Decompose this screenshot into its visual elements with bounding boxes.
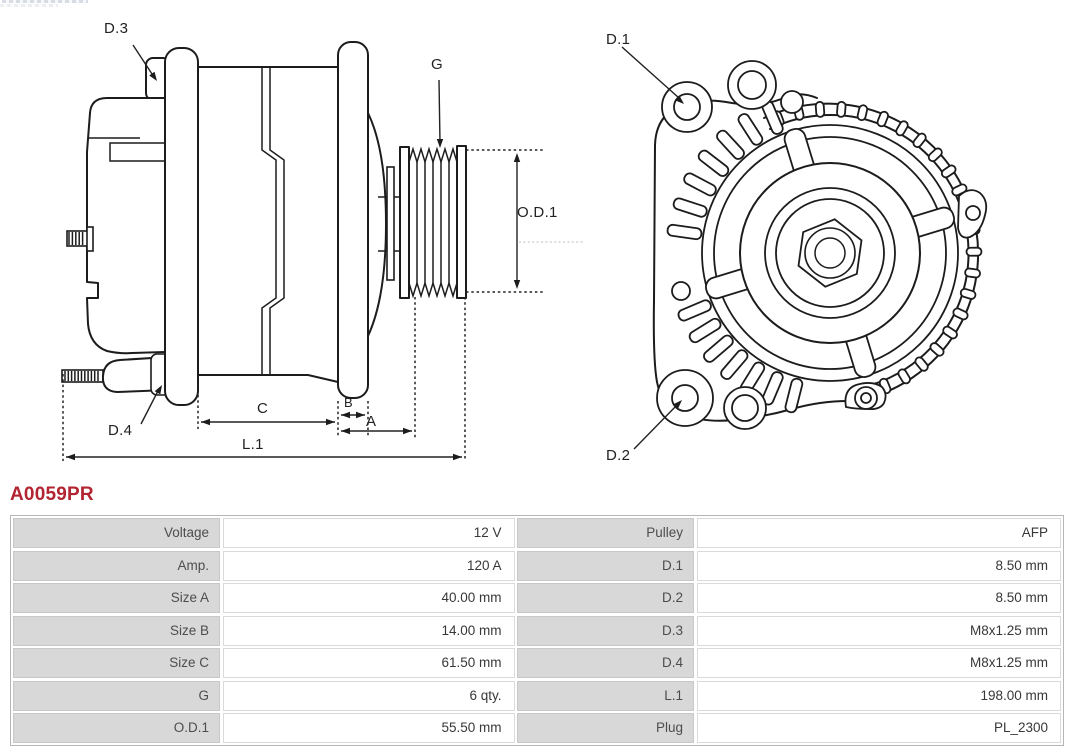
pulley-grooves [417, 162, 449, 283]
part-number: A0059PR [10, 484, 94, 505]
dim-label-c: C [257, 400, 269, 417]
spec-value-cell: 14.00 mm [223, 616, 515, 646]
side-rear-ear [165, 48, 198, 405]
spec-value-cell: PL_2300 [697, 713, 1062, 743]
dim-label-od1: O.D.1 [517, 204, 558, 221]
dim-label-b: B [344, 395, 353, 410]
spec-label-cell: Amp. [13, 551, 220, 581]
side-view-drawing [62, 42, 466, 405]
dim-label-l1: L.1 [242, 436, 264, 453]
spec-value-cell: 61.50 mm [223, 648, 515, 678]
spec-label-cell: Size C [13, 648, 220, 678]
spec-label-cell: Pulley [517, 518, 694, 548]
spec-value-cell: 8.50 mm [697, 583, 1062, 613]
dim-label-a: A [366, 413, 377, 430]
spec-value-cell: 8.50 mm [697, 551, 1062, 581]
dim-label-g: G [431, 56, 443, 73]
spec-value-cell: AFP [697, 518, 1062, 548]
spec-value-cell: M8x1.25 mm [697, 616, 1062, 646]
spec-label-cell: Size B [13, 616, 220, 646]
dim-label-d1: D.1 [606, 31, 631, 48]
side-front-ear [338, 42, 368, 398]
spec-label-cell: O.D.1 [13, 713, 220, 743]
spec-value-cell: M8x1.25 mm [697, 648, 1062, 678]
spec-value-cell: 120 A [223, 551, 515, 581]
dim-label-d2: D.2 [606, 447, 631, 464]
spec-label-cell: D.2 [517, 583, 694, 613]
spec-label-cell: D.3 [517, 616, 694, 646]
side-terminal-stud [67, 231, 88, 246]
spec-table [10, 515, 1064, 746]
spec-value-cell: 40.00 mm [223, 583, 515, 613]
spec-label-cell: L.1 [517, 681, 694, 711]
spec-label-cell: Plug [517, 713, 694, 743]
spec-label-cell: Voltage [13, 518, 220, 548]
side-shaft [387, 167, 394, 280]
spec-label-cell: D.1 [517, 551, 694, 581]
side-rear-housing [87, 98, 165, 353]
dim-label-d4: D.4 [108, 422, 133, 439]
side-body [198, 67, 338, 382]
side-pulley [400, 146, 466, 298]
front-view-drawing [654, 61, 986, 429]
spec-value-cell: 12 V [223, 518, 515, 548]
spec-value-cell: 6 qty. [223, 681, 515, 711]
dim-label-d3: D.3 [104, 20, 129, 37]
spec-label-cell: G [13, 681, 220, 711]
spec-value-cell: 55.50 mm [223, 713, 515, 743]
side-front-cone [368, 113, 386, 336]
spec-label-cell: D.4 [517, 648, 694, 678]
spec-value-cell: 198.00 mm [697, 681, 1062, 711]
spec-label-cell: Size A [13, 583, 220, 613]
